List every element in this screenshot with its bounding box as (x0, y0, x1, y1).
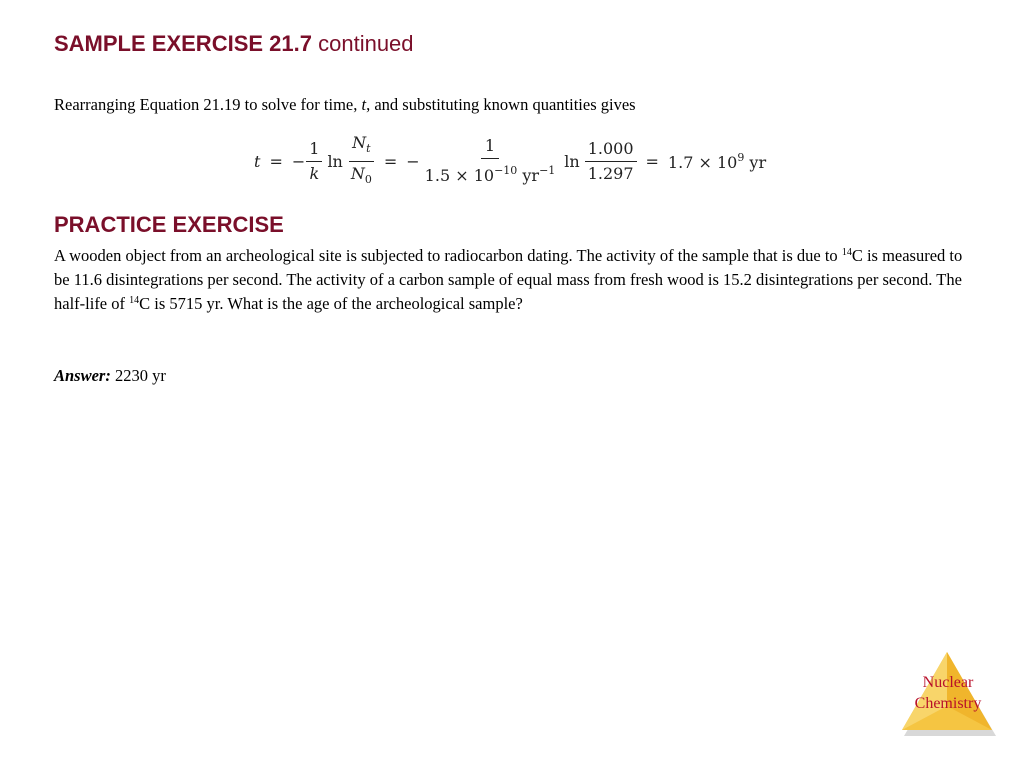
fraction-denominator (348, 162, 375, 190)
fraction-denominator (421, 159, 560, 186)
rate-constant-value: 1.5 × 10 (424, 166, 495, 185)
equals-sign: = (383, 151, 398, 171)
minus-sign: − (291, 151, 306, 171)
intro-variable: t (361, 95, 367, 114)
equation (254, 133, 766, 189)
intro-text-after: , and substituting known quantities gives (366, 95, 636, 114)
exponent: −10 (494, 164, 518, 177)
fraction-one-over-k (306, 139, 322, 184)
isotope-mass-number: 14 (129, 295, 140, 306)
practice-heading: PRACTICE EXERCISE (54, 212, 284, 237)
ln-operator: ln (564, 151, 580, 171)
fraction-nt-over-n0 (348, 133, 375, 190)
result-value: 1.7 × 10 (667, 152, 738, 172)
answer-label: Answer: (54, 366, 111, 385)
answer-value: 2230 yr (114, 366, 166, 385)
unit-yr: yr (522, 166, 540, 185)
isotope-mass-number: 14 (841, 247, 852, 258)
exponent: 9 (737, 150, 745, 164)
equation-result (668, 151, 766, 172)
fraction-numerator: 1 (481, 136, 499, 159)
unit-yr: yr (749, 152, 767, 172)
intro-text (54, 95, 636, 115)
subscript-0: 0 (364, 172, 372, 186)
fraction-denominator: 1.297 (587, 163, 634, 183)
slide-title (54, 31, 414, 57)
practice-text-part: C is 5715 yr. What is the age of the archeological sample? (139, 294, 523, 313)
equation-lhs: t (254, 151, 261, 171)
fraction-numerator (349, 133, 373, 162)
n-symbol: N (352, 132, 367, 152)
subscript-t: t (366, 141, 371, 155)
ln-operator: ln (327, 151, 343, 171)
minus-sign: − (406, 151, 420, 171)
practice-text-part: C is measured to be 11.6 disintegrations per second. The activity of a carbon sample of equal mass from fresh wood is 15.2 disintegrations per second. The half-life of (54, 246, 963, 313)
n-symbol: N (350, 163, 365, 183)
exponent: −1 (539, 164, 556, 177)
badge-line-chemistry: Chemistry (914, 695, 982, 712)
practice-text (54, 244, 974, 316)
equals-sign: = (645, 151, 659, 171)
answer-line (54, 366, 166, 386)
intro-text-before: Rearranging Equation 21.19 to solve for time, (54, 95, 362, 114)
badge-label (898, 672, 998, 714)
fraction-activity-ratio (585, 139, 637, 184)
fraction-numerator: 1.000 (585, 139, 637, 162)
slide-title-continued: continued (318, 31, 414, 56)
slide-title-bold: SAMPLE EXERCISE 21.7 (54, 31, 312, 56)
practice-text-part: A wooden object from an archeological site is subjected to radiocarbon dating. The activity of the sample that is due to (54, 246, 842, 265)
fraction-one-over-rate (421, 136, 560, 186)
fraction-denominator: k (309, 163, 320, 183)
fraction-numerator: 1 (306, 139, 322, 162)
badge-line-nuclear: Nuclear (922, 674, 974, 691)
nuclear-chemistry-badge (898, 650, 998, 738)
equals-sign: = (269, 151, 283, 171)
